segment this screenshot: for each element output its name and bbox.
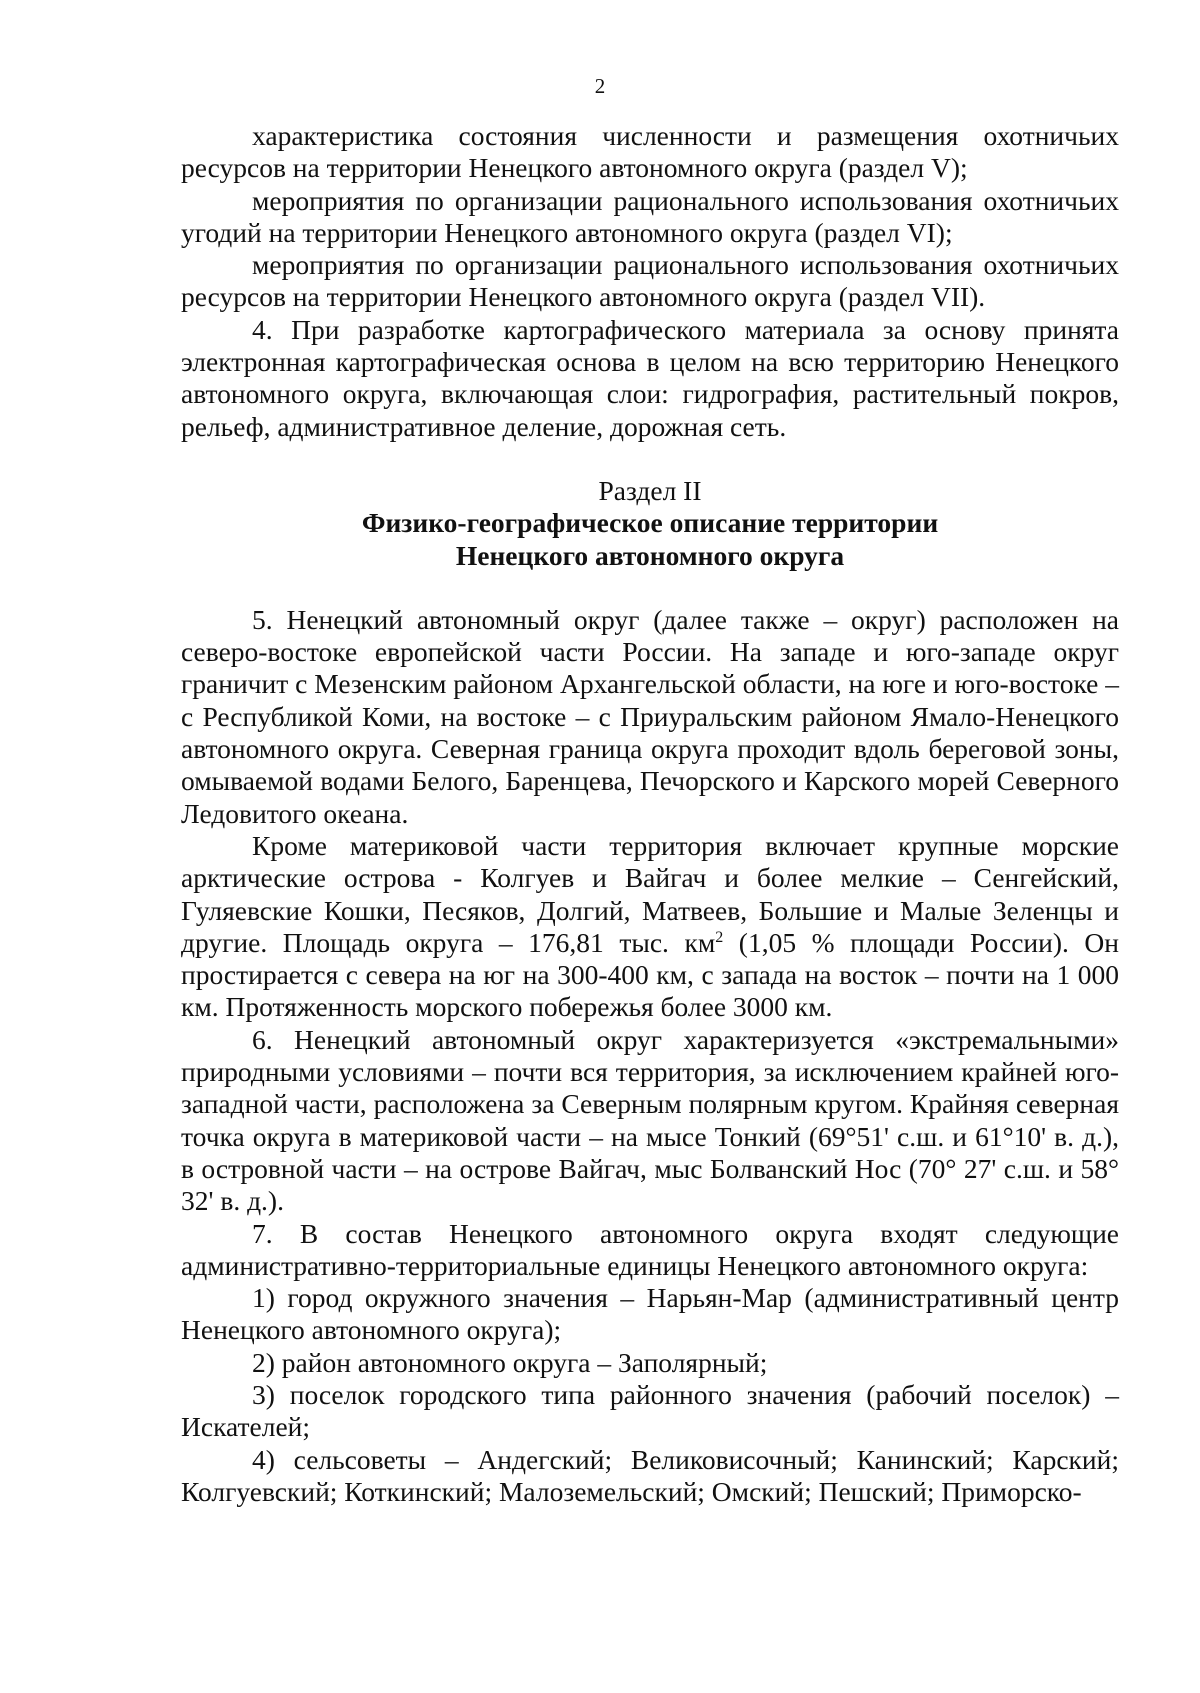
islands-text-end: (1,05 % площади России). Он простирается с севера на юг на 300-400 км, с запада на восток – почти на 1 000 км. Протяженность морского побережья более 3000 км. (181, 926, 1120, 1023)
intro-item-7: мероприятия по организации рационального использования охотничьих ресурсов на территории Ненецкого автономного округа (раздел VII). (181, 249, 1119, 313)
paragraph-6: 6. Ненецкий автономный округ характеризуется «экстремальными» природными условиями – почти вся территория, за исключением крайней юго-западной части, расположена за Северным полярным кругом. Крайняя северная точка округа в материковой части – на мысе Тонкий (69°51' с.ш. и 61°10' в. д.), в островной части – на острове Вайгач, мыс Болванский Нос (70° 27' с.ш. и 58° 32' в. д.). (181, 1023, 1119, 1217)
paragraph-7: 7. В состав Ненецкого автономного округа входят следующие административно-территориальные единицы Ненецкого автономного округа: (181, 1217, 1119, 1281)
intro-item-5: характеристика состояния численности и размещения охотничьих ресурсов на территории Ненецкого автономного округа (раздел V); (181, 120, 1119, 184)
area-superscript: 2 (715, 928, 724, 946)
paragraph-4: 4. При разработке картографического материала за основу принята электронная картографическая основа в целом на всю территорию Ненецкого автономного округа, включающая слои: гидрография, растительный покров, рельеф, административное деление, дорожная сеть. (181, 313, 1119, 442)
section-title-line-1: Физико-географическое описание территории (361, 507, 939, 539)
section-heading (181, 475, 1119, 572)
list-item-3: 3) поселок городского типа районного значения (рабочий поселок) – Искателей; (181, 1378, 1119, 1443)
paragraph-5-islands (181, 830, 1119, 1024)
list-item-4: 4) сельсоветы – Андегский; Великовисочный; Канинский; Карский; Колгуевский; Коткинский; Малоземельский; Омский; Пешский; Приморско- (181, 1443, 1119, 1507)
list-item-1: 1) город окружного значения – Нарьян-Мар (административный центр Ненецкого автономного округа); (181, 1282, 1119, 1346)
document-body (181, 120, 1119, 1508)
intro-item-6: мероприятия по организации рационального использования охотничьих угодий на территории Ненецкого автономного округа (раздел VI); (181, 184, 1119, 248)
islands-text-start: Кроме материковой части территория включает крупные морские арктические острова - Колгуев и Вайгач и более мелкие – Сенгейский, Гуляевские Кошки, Песяков, Долгий, Матвеев, Большие и Малые Зеленцы и другие. Площадь округа – 176,81 тыс. км (181, 829, 1119, 958)
list-item-2: 2) район автономного округа – Заполярный; (252, 1346, 768, 1378)
paragraph-5: 5. Ненецкий автономный округ (далее также – округ) расположен на северо-востоке европейской части России. На западе и юго-западе округ граничит с Мезенским районом Архангельской области, на юге и юго-востоке – с Республикой Коми, на востоке – с Приуральским районом Ямало-Ненецкого автономного округа. Северная граница округа проходит вдоль береговой зоны, омываемой водами Белого, Баренцева, Печорского и Карского морей Северного Ледовитого океана. (181, 603, 1119, 829)
page-number: 2 (594, 74, 606, 98)
section-label: Раздел II (598, 474, 702, 506)
section-title-line-2: Ненецкого автономного округа (455, 539, 845, 571)
